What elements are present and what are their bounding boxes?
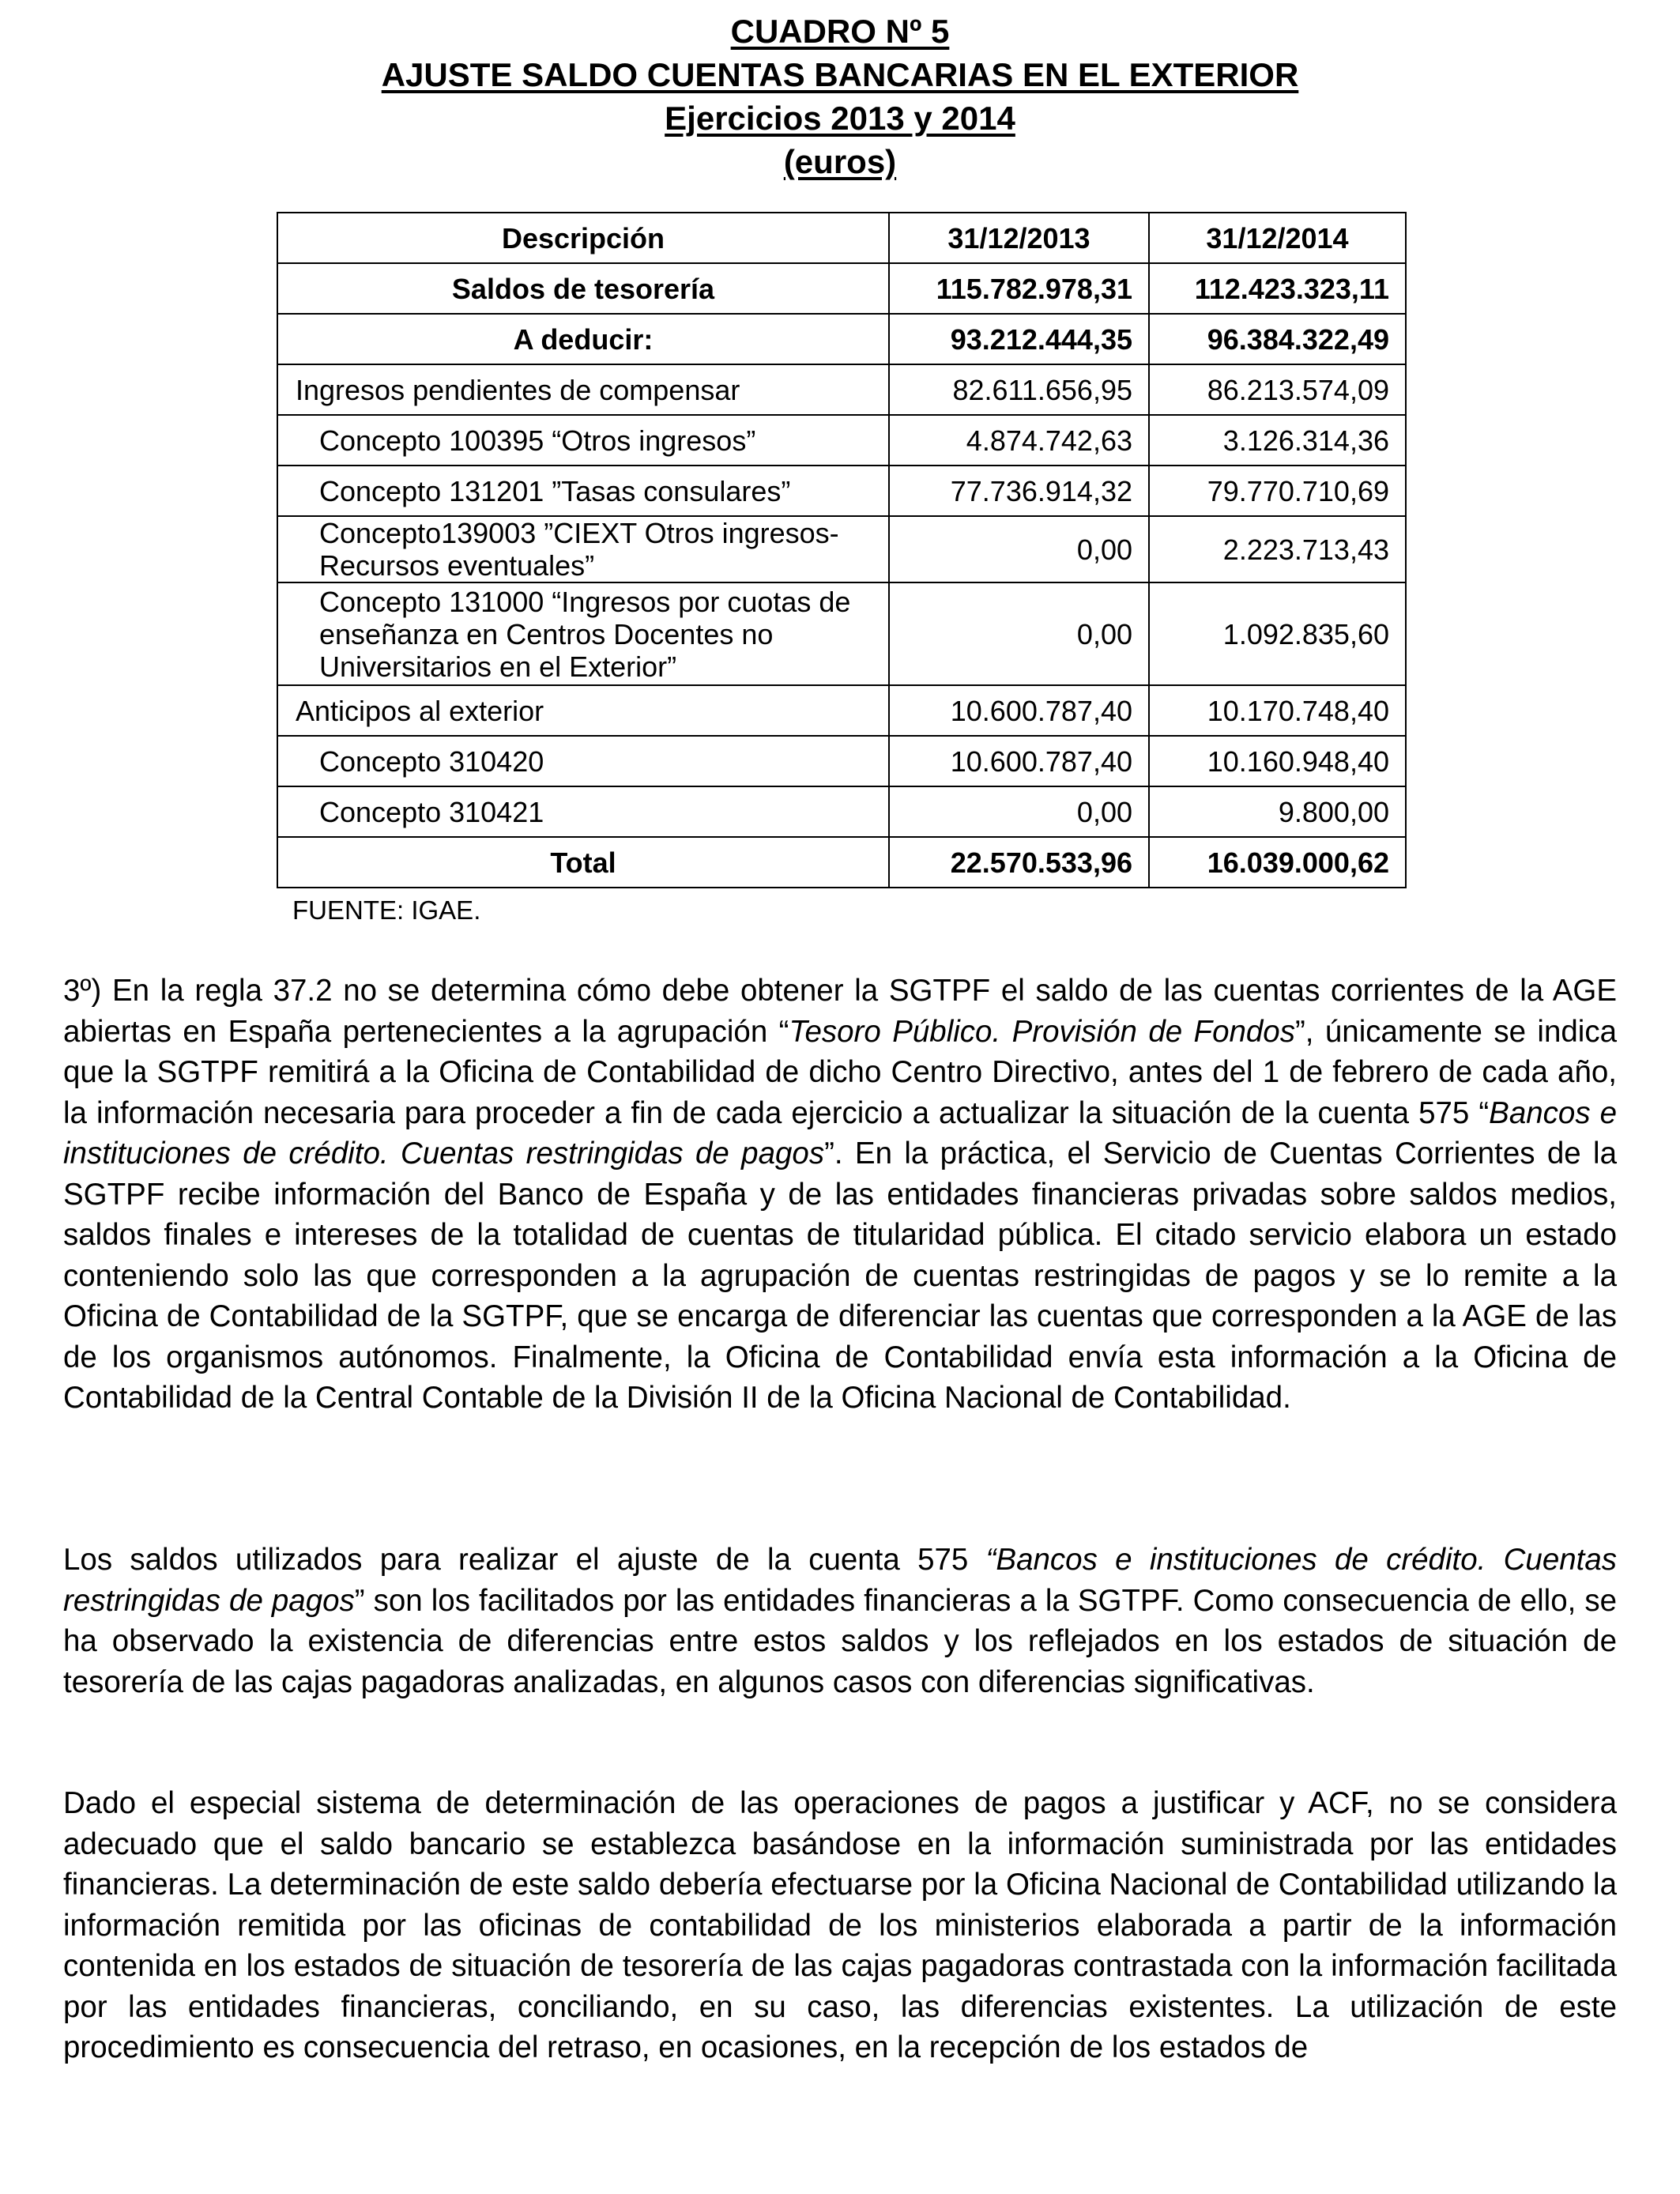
table-row [277, 364, 1406, 415]
table-header-row [277, 213, 1406, 263]
value-2014: 3.126.314,36 [1149, 415, 1406, 466]
value-2013: 10.600.787,40 [889, 736, 1149, 786]
value-2014: 2.223.713,43 [1149, 516, 1406, 582]
row-description-line: Recursos eventuales” [319, 549, 595, 582]
table-row [277, 263, 1406, 314]
value-2013: 115.782.978,31 [889, 263, 1149, 314]
table-source-note: FUENTE: IGAE. [292, 895, 481, 925]
table-row [277, 516, 1406, 582]
value-2014: 10.160.948,40 [1149, 736, 1406, 786]
header-2013: 31/12/2013 [889, 213, 1149, 263]
paragraph-2 [63, 1540, 1617, 1702]
table-units-title: (euros) [783, 143, 897, 180]
row-description-line: Concepto139003 ”CIEXT Otros ingresos- [319, 517, 839, 549]
header-description: Descripción [277, 213, 889, 263]
row-description: Concepto 310421 [277, 786, 889, 837]
table-row [277, 685, 1406, 736]
value-2013: 0,00 [889, 786, 1149, 837]
value-2014: 86.213.574,09 [1149, 364, 1406, 415]
value-2013: 93.212.444,35 [889, 314, 1149, 364]
italic-text-run: “Bancos e instituciones de crédito. Cuentas restringidas de pagos [63, 1543, 1618, 1618]
total-2013: 22.570.533,96 [889, 837, 1149, 888]
table-period-title: Ejercicios 2013 y 2014 [665, 100, 1015, 137]
value-2013: 0,00 [889, 516, 1149, 582]
table-row [277, 736, 1406, 786]
value-2014: 112.423.323,11 [1149, 263, 1406, 314]
row-description: Saldos de tesorería [277, 263, 889, 314]
text-run: Los saldos utilizados para realizar el ajuste de la cuenta 575 [63, 1543, 986, 1577]
table-number-title: CUADRO Nº 5 [730, 13, 950, 50]
value-2014: 10.170.748,40 [1149, 685, 1406, 736]
table-row [277, 582, 1406, 685]
value-2014: 1.092.835,60 [1149, 582, 1406, 685]
italic-text-run: Bancos e instituciones de crédito. Cuentas restringidas de pagos [63, 1095, 1617, 1171]
paragraph-3 [63, 1783, 1617, 2068]
row-description-line: Universitarios en el Exterior” [319, 650, 677, 683]
text-run: Dado el especial sistema de determinación de las operaciones de pagos a justificar y ACF, no se considera adecuado que el saldo bancario se establezca basándose en la información suministrada por las entidades financieras. La determinación de este saldo debería efectuarse por la Oficina Nacional de Contabilidad utilizando la información remitida por las oficinas de contabilidad de los ministerios elaborada a partir de la información contenida en los estados de situación de tesorería de las cajas pagadoras contrastada con la información facilitada por las entidades financieras, conciliando, en su caso, las diferencias existentes. La utilización de este procedimiento es consecuencia del retraso, en ocasiones, en la recepción de los estados de [63, 1786, 1617, 2064]
value-2014: 96.384.322,49 [1149, 314, 1406, 364]
italic-text-run: Tesoro Público. Provisión de Fondos [789, 1014, 1295, 1049]
total-2014: 16.039.000,62 [1149, 837, 1406, 888]
row-description: Concepto 131201 ”Tasas consulares” [277, 466, 889, 516]
value-2014: 9.800,00 [1149, 786, 1406, 837]
value-2013: 82.611.656,95 [889, 364, 1149, 415]
header-2014: 31/12/2014 [1149, 213, 1406, 263]
row-description: Ingresos pendientes de compensar [277, 364, 889, 415]
text-run: ”. En la práctica, el Servicio de Cuentas Corrientes de la SGTPF recibe información del Banco de España y de las entidades financieras privadas sobre saldos medios, saldos finales e intereses de la totalidad de cuentas de titularidad pública. El citado servicio elabora un estado conteniendo solo las que corresponden a la agrupación de cuentas restringidas de pagos y se lo remite a la Oficina de Contabilidad de la SGTPF, que se encarga de diferenciar las cuentas que corresponden a la AGE de las de los organismos autónomos. Finalmente, la Oficina de Contabilidad envía esta información a la Oficina de Contabilidad de la Central Contable de la División II de la Oficina Nacional de Contabilidad. [63, 1137, 1617, 1415]
row-description-line: Concepto 131000 “Ingresos por cuotas de [319, 585, 851, 618]
table-row [277, 314, 1406, 364]
row-description [277, 516, 889, 582]
value-2014: 79.770.710,69 [1149, 466, 1406, 516]
value-2013: 4.874.742,63 [889, 415, 1149, 466]
row-description: Anticipos al exterior [277, 685, 889, 736]
table-main-title: AJUSTE SALDO CUENTAS BANCARIAS EN EL EXTERIOR [381, 56, 1299, 93]
row-description-line: enseñanza en Centros Docentes no [319, 617, 774, 650]
row-description: Concepto 100395 “Otros ingresos” [277, 415, 889, 466]
table-total-row [277, 837, 1406, 888]
text-run: ”, únicamente se indica que la SGTPF remitirá a la Oficina de Contabilidad de dicho Centro Directivo, antes del 1 de febrero de cada año, la información necesaria para proceder a fin de cada ejercicio a actualizar la situación de la cuenta 575 “ [63, 1014, 1618, 1130]
value-2013: 77.736.914,32 [889, 466, 1149, 516]
value-2013: 0,00 [889, 582, 1149, 685]
table-row [277, 786, 1406, 837]
value-2013: 10.600.787,40 [889, 685, 1149, 736]
row-description [277, 582, 889, 685]
paragraph-1 [63, 971, 1617, 1419]
table-row [277, 415, 1406, 466]
total-label: Total [277, 837, 889, 888]
row-description: A deducir: [277, 314, 889, 364]
row-description: Concepto 310420 [277, 736, 889, 786]
table-row [277, 466, 1406, 516]
text-run: ” son los facilitados por las entidades financieras a la SGTPF. Como consecuencia de ello, se ha observado la existencia de diferencias entre estos saldos y los reflejados en los estados de situación de tesorería de las cajas pagadoras analizadas, en algunos casos con diferencias significativas. [63, 1583, 1617, 1699]
table-title-block [0, 9, 1680, 183]
adjustment-table [277, 212, 1407, 888]
text-run: 3º) En la regla 37.2 no se determina cómo debe obtener la SGTPF el saldo de las cuentas corrientes de la AGE abiertas en España pertenecientes a la agrupación “ [63, 974, 1617, 1049]
